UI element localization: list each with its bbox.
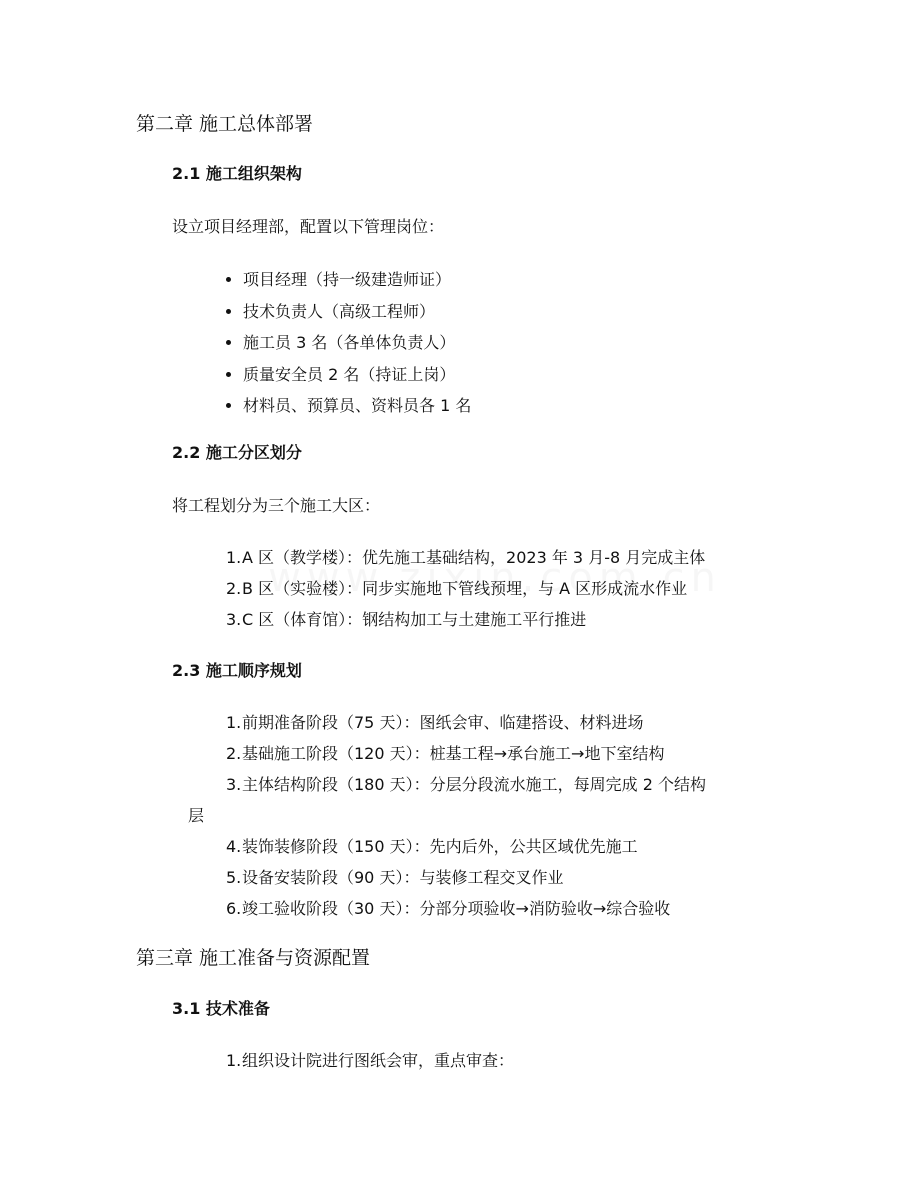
list-item-text: 组织设计院进行图纸会审，重点审查： bbox=[242, 1051, 515, 1070]
list-item-text: 基础施工阶段（120 天）：桩基工程→承台施工→地下室结构 bbox=[242, 744, 665, 763]
section-2-3-heading: 2.3 施工顺序规划 bbox=[172, 661, 302, 680]
list-number: 4. bbox=[226, 837, 242, 856]
list-item-text: 前期准备阶段（75 天）：图纸会审、临建搭设、材料进场 bbox=[242, 713, 644, 732]
list-item bbox=[188, 769, 706, 831]
list-item bbox=[222, 327, 471, 359]
list-item bbox=[226, 542, 705, 573]
bullet-icon bbox=[226, 309, 231, 314]
section-2-2-intro: 将工程划分为三个施工大区： bbox=[172, 496, 381, 515]
list-item-text: 质量安全员 2 名（持证上岗） bbox=[243, 364, 456, 384]
chapter-2-title: 第二章 施工总体部署 bbox=[136, 113, 314, 135]
list-item bbox=[222, 264, 471, 296]
list-item-text: B 区（实验楼）：同步实施地下管线预埋，与 A 区形成流水作业 bbox=[242, 579, 688, 598]
chapter-3-title: 第三章 施工准备与资源配置 bbox=[136, 947, 371, 969]
list-item bbox=[226, 573, 705, 604]
list-item-continuation: 层 bbox=[188, 806, 205, 825]
list-item-text: C 区（体育馆）：钢结构加工与土建施工平行推进 bbox=[242, 610, 587, 629]
bullet-icon bbox=[226, 277, 231, 282]
list-number: 5. bbox=[226, 868, 242, 887]
list-item-text: 主体结构阶段（180 天）：分层分段流水施工，每周完成 2 个结构 bbox=[242, 775, 706, 794]
bullet-icon bbox=[226, 403, 231, 408]
list-item bbox=[226, 707, 706, 738]
list-item bbox=[226, 893, 706, 924]
list-number: 6. bbox=[226, 899, 242, 918]
bullet-icon bbox=[226, 372, 231, 377]
list-number: 3. bbox=[226, 610, 242, 629]
list-number: 1. bbox=[226, 548, 242, 567]
list-item-text: 设备安装阶段（90 天）：与装修工程交叉作业 bbox=[242, 868, 564, 887]
list-number: 2. bbox=[226, 579, 242, 598]
section-2-1-intro: 设立项目经理部，配置以下管理岗位： bbox=[172, 217, 445, 236]
list-item bbox=[222, 390, 471, 422]
list-item bbox=[222, 359, 471, 391]
list-number: 2. bbox=[226, 744, 242, 763]
list-number: 1. bbox=[226, 713, 242, 732]
list-item bbox=[226, 738, 706, 769]
sequence-list bbox=[188, 707, 706, 924]
list-item bbox=[226, 1045, 514, 1076]
list-item-text: 施工员 3 名（各单体负责人） bbox=[243, 333, 456, 353]
position-list bbox=[222, 264, 471, 422]
section-2-1-heading: 2.1 施工组织架构 bbox=[172, 164, 302, 183]
list-item bbox=[226, 862, 706, 893]
list-item-text: 材料员、预算员、资料员各 1 名 bbox=[243, 396, 472, 416]
list-item bbox=[222, 296, 471, 328]
section-2-2-heading: 2.2 施工分区划分 bbox=[172, 443, 302, 462]
list-number: 1. bbox=[226, 1051, 242, 1070]
list-item-text: 竣工验收阶段（30 天）：分部分项验收→消防验收→综合验收 bbox=[242, 899, 671, 918]
list-item-text: 技术负责人（高级工程师） bbox=[243, 301, 436, 321]
list-item-text: 装饰装修阶段（150 天）：先内后外，公共区域优先施工 bbox=[242, 837, 638, 856]
list-number: 3. bbox=[226, 775, 242, 794]
bullet-icon bbox=[226, 340, 231, 345]
list-item-text: 项目经理（持一级建造师证） bbox=[243, 270, 452, 289]
list-item bbox=[226, 604, 705, 635]
tech-prep-list bbox=[226, 1045, 514, 1076]
section-3-1-heading: 3.1 技术准备 bbox=[172, 999, 270, 1018]
list-item-text: A 区（教学楼）：优先施工基础结构，2023 年 3 月-8 月完成主体 bbox=[242, 548, 706, 567]
list-item bbox=[226, 831, 706, 862]
zone-list bbox=[226, 542, 705, 635]
